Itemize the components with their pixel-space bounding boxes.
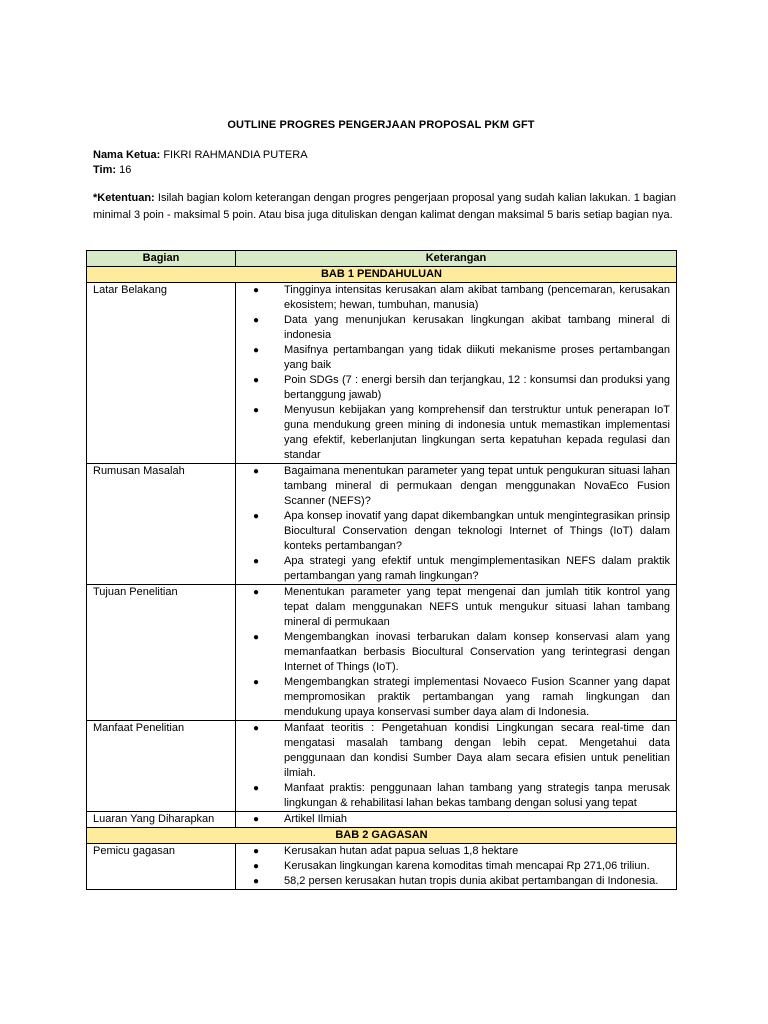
- tim-value: 16: [119, 164, 132, 176]
- bullet-list: [236, 283, 676, 463]
- list-item: ● Apa konsep inovatif yang dapat dikembangkan untuk mengintegrasikan prinsip Biocultural Conservation dengan teknologi Internet of Things (IoT) dalam konteks pertambangan?: [236, 509, 676, 554]
- list-item: ● Menyusun kebijakan yang komprehensif dan terstruktur untuk penerapan IoT guna mendukung green mining di indonesia untuk memastikan implementasi yang efektif, keberlanjutan lingkungan serta kepatuhan kepada regulasi dan standar: [236, 403, 676, 463]
- bullet-list: [236, 844, 676, 889]
- document-title: OUTLINE PROGRES PENGERJAAN PROPOSAL PKM GFT: [227, 119, 535, 131]
- table-row: [87, 283, 677, 464]
- bagian-cell: Pemicu gagasan: [87, 844, 236, 890]
- list-item: ● Bagaimana menentukan parameter yang tepat untuk pengukuran situasi lahan tambang mineral di permukaan dengan menggunakan NovaEco Fusion Scanner (NEFS)?: [236, 464, 676, 509]
- outline-table: [86, 250, 677, 890]
- table-row: [87, 721, 677, 812]
- list-item: ● Kerusakan lingkungan karena komoditas timah mencapai Rp 271,06 triliun.: [236, 859, 676, 874]
- bagian-cell: Tujuan Penelitian: [87, 585, 236, 721]
- ketentuan-note: [93, 190, 676, 224]
- header-bagian: Bagian: [87, 251, 236, 267]
- list-item: ● Poin SDGs (7 : energi bersih dan terjangkau, 12 : konsumsi dan produksi yang bertanggung jawab): [236, 373, 676, 403]
- list-item: ● Masifnya pertambangan yang tidak diikuti mekanisme proses pertambangan yang baik: [236, 343, 676, 373]
- list-item: ● Artikel Ilmiah: [236, 812, 676, 827]
- ketentuan-text: Isilah bagian kolom keterangan dengan progres pengerjaan proposal yang sudah kalian lakukan. 1 bagian minimal 3 poin - maksimal 5 poin. Atau bisa juga dituliskan dengan kalimat dengan maksimal 5 baris setiap bagian nya.: [93, 192, 676, 221]
- bagian-cell: Rumusan Masalah: [87, 464, 236, 585]
- ketentuan-label: *Ketentuan:: [93, 192, 155, 204]
- bab1-row: [87, 267, 677, 283]
- list-item: ● Mengembangkan inovasi terbarukan dalam konsep konservasi alam yang memanfaatkan berbasis Biocultural Conservation yang terintegrasi dengan Internet of Things (IoT).: [236, 630, 676, 675]
- list-item: ● 58,2 persen kerusakan hutan tropis dunia akibat pertambangan di Indonesia.: [236, 874, 676, 889]
- bagian-cell: Manfaat Penelitian: [87, 721, 236, 812]
- tim-line: [93, 164, 131, 176]
- bullet-list: [236, 721, 676, 811]
- bullet-list: [236, 812, 676, 827]
- list-item: ● Data yang menunjukan kerusakan lingkungan akibat tambang mineral di indonesia: [236, 313, 676, 343]
- header-keterangan: Keterangan: [236, 251, 677, 267]
- list-item: ● Manfaat teoritis : Pengetahuan kondisi Lingkungan secara real-time dan mengatasi masalah tambang dengan lebih cepat. Mengetahui data penggunaan dan kondisi Sumber Daya alam secara efisien untuk penelitian ilmiah.: [236, 721, 676, 781]
- bab2-label: BAB 2 GAGASAN: [87, 828, 677, 844]
- bagian-cell: Latar Belakang: [87, 283, 236, 464]
- keterangan-cell: [236, 585, 677, 721]
- table-row: [87, 585, 677, 721]
- keterangan-cell: [236, 464, 677, 585]
- bagian-cell: Luaran Yang Diharapkan: [87, 812, 236, 828]
- bullet-list: [236, 464, 676, 584]
- keterangan-cell: [236, 844, 677, 890]
- ketua-line: [93, 149, 308, 161]
- list-item: ● Apa strategi yang efektif untuk mengimplementasikan NEFS dalam praktik pertambangan yang ramah lingkungan?: [236, 554, 676, 584]
- table-header-row: [87, 251, 677, 267]
- ketua-value: FIKRI RAHMANDIA PUTERA: [163, 149, 308, 161]
- bab2-row: [87, 828, 677, 844]
- bab1-label: BAB 1 PENDAHULUAN: [87, 267, 677, 283]
- ketua-label: Nama Ketua:: [93, 149, 161, 161]
- bullet-list: [236, 585, 676, 720]
- table-row: [87, 844, 677, 890]
- keterangan-cell: [236, 721, 677, 812]
- list-item: ● Manfaat praktis: penggunaan lahan tambang yang strategis tanpa merusak lingkungan & rehabilitasi lahan bekas tambang dengan solusi yang tepat: [236, 781, 676, 811]
- table-row: [87, 464, 677, 585]
- list-item: ● Tingginya intensitas kerusakan alam akibat tambang (pencemaran, kerusakan ekosistem; hewan, tumbuhan, manusia): [236, 283, 676, 313]
- list-item: ● Menentukan parameter yang tepat mengenai dan jumlah titik kontrol yang tepat dalam menggunakan NEFS untuk mengukur situasi lahan tambang mineral di permukaan: [236, 585, 676, 630]
- keterangan-cell: [236, 283, 677, 464]
- keterangan-cell: [236, 812, 677, 828]
- list-item: ● Mengembangkan strategi implementasi Novaeco Fusion Scanner yang dapat mempromosikan praktik pertambangan yang ramah lingkungan dan mendukung upaya konservasi sumber daya alam di Indonesia.: [236, 675, 676, 720]
- list-item: ● Kerusakan hutan adat papua seluas 1,8 hektare: [236, 844, 676, 859]
- table-row: [87, 812, 677, 828]
- tim-label: Tim:: [93, 164, 117, 176]
